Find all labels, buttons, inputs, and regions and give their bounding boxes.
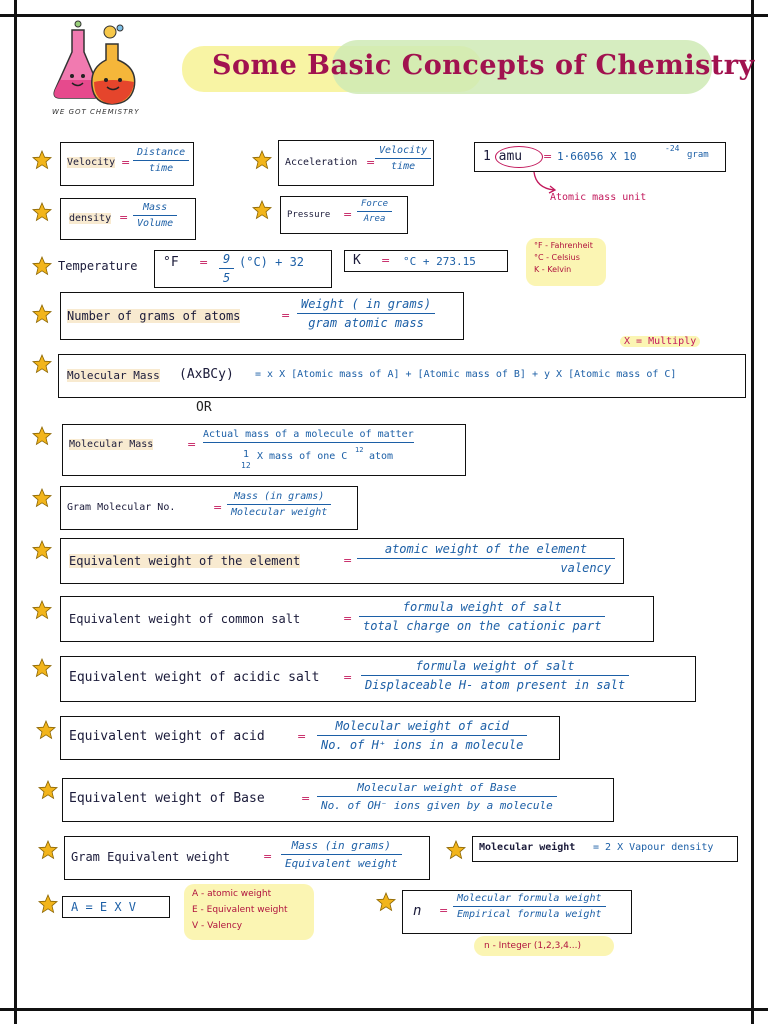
mol-vapour-rhs: = 2 X Vapour density <box>593 842 714 853</box>
density-box: density = Mass Volume <box>60 198 196 240</box>
gram-equivalent-label: Gram Equivalent weight <box>71 850 230 864</box>
right-border <box>751 0 754 1024</box>
star-icon <box>38 780 58 800</box>
gram-molecular-label: Gram Molecular No. <box>67 502 176 513</box>
star-icon <box>36 720 56 740</box>
density-fraction: Mass Volume <box>133 202 177 229</box>
gram-equivalent-box: Gram Equivalent weight = Mass (in grams) Equivalent weight <box>64 836 430 880</box>
molecular-mass2-label: Molecular Mass <box>69 439 154 450</box>
acceleration-fraction: Velocity time <box>375 145 431 172</box>
velocity-fraction: Distance time <box>133 147 189 174</box>
eq-acidic-salt-label: Equivalent weight of acidic salt <box>69 670 320 685</box>
molecular-mass-box: Molecular Mass (AxBCy) = x X [Atomic mass of A] + [Atomic mass of B] + y X [Atomic mass of C] <box>58 354 746 398</box>
eq-acid-fraction: Molecular weight of acid No. of H⁺ ions in a molecule <box>317 719 527 752</box>
star-icon <box>38 840 58 860</box>
star-icon <box>32 304 52 324</box>
eq-element-fraction: atomic weight of the element valency <box>357 542 615 575</box>
page-title: Some Basic Concepts of Chemistry <box>212 50 755 81</box>
velocity-box: Velocity = Distance time <box>60 142 194 186</box>
molecular-mass-rhs: = x X [Atomic mass of A] + [Atomic mass of B] + y X [Atomic mass of C] <box>255 369 677 380</box>
star-icon <box>376 892 396 912</box>
eq-element-label: Equivalent weight of the element <box>69 554 301 568</box>
atoms-label: Number of grams of atoms <box>67 309 241 323</box>
gram-molecular-fraction: Mass (in grams) Molecular weight <box>227 491 331 518</box>
gram-molecular-box: Gram Molecular No. = Mass (in grams) Molecular weight <box>60 486 358 530</box>
velocity-label: Velocity <box>67 157 116 168</box>
bottom-border <box>0 1008 768 1011</box>
star-icon <box>32 150 52 170</box>
flask-logo-icon <box>50 20 150 110</box>
eq-acidic-salt-box: Equivalent weight of acidic salt = formula weight of salt Displaceable H- atom present in salt <box>60 656 696 702</box>
star-icon <box>446 840 466 860</box>
n-label: n <box>413 903 422 919</box>
eq-salt-box: Equivalent weight of common salt = formula weight of salt total charge on the cationic part <box>60 596 654 642</box>
acceleration-label: Acceleration <box>285 157 358 168</box>
eq-acidic-salt-fraction: formula weight of salt Displaceable H- atom present in salt <box>361 659 629 692</box>
pressure-box: Pressure = Force Area <box>280 196 408 234</box>
star-icon <box>32 658 52 678</box>
molecular-mass-label: Molecular Mass <box>67 369 160 382</box>
star-icon <box>32 354 52 374</box>
star-icon <box>32 540 52 560</box>
fahrenheit-fraction: $\frac{9}{5}$ <box>219 252 234 285</box>
arrow-icon <box>530 170 560 194</box>
eq-element-box: Equivalent weight of the element = atomic weight of the element valency <box>60 538 624 584</box>
star-icon <box>252 200 272 220</box>
temperature-legend: °F - Fahrenheit °C - Celsius K - Kelvin <box>534 241 593 274</box>
density-label: density <box>69 213 112 224</box>
aev-text: A = E X V <box>71 900 137 914</box>
star-icon <box>32 256 52 276</box>
acceleration-box: Acceleration = Velocity time <box>278 140 434 186</box>
title-banner <box>182 36 755 100</box>
or-text: OR <box>196 400 212 415</box>
star-icon <box>38 894 58 914</box>
star-icon <box>32 426 52 446</box>
eq-base-fraction: Molecular weight of Base No. of OH⁻ ions given by a molecule <box>317 781 557 812</box>
pressure-label: Pressure <box>287 210 331 220</box>
multiply-note: X = Multiply <box>620 336 700 347</box>
star-icon <box>32 202 52 222</box>
eq-base-box: Equivalent weight of Base = Molecular weight of Base No. of OH⁻ ions given by a molecule <box>62 778 614 822</box>
molecular-mass2-box: Molecular Mass = Actual mass of a molecule of matter 1 12 X mass of one C 12 atom <box>62 424 466 476</box>
pressure-fraction: Force Area <box>357 199 392 224</box>
eq-salt-fraction: formula weight of salt total charge on the cationic part <box>359 600 605 633</box>
kelvin-box: K = °C + 273.15 <box>344 250 508 272</box>
atoms-fraction: Weight ( in grams) gram atomic mass <box>297 297 435 330</box>
star-icon <box>32 488 52 508</box>
amu-left: 1 amu <box>483 149 523 164</box>
mol-vapour-label: Molecular weight <box>479 842 576 853</box>
star-icon <box>252 150 272 170</box>
star-icon <box>32 600 52 620</box>
eq-acid-box: Equivalent weight of acid = Molecular weight of acid No. of H⁺ ions in a molecule <box>60 716 560 760</box>
n-note: n - Integer (1,2,3,4...) <box>484 941 582 951</box>
atoms-box: Number of grams of atoms = Weight ( in grams) gram atomic mass <box>60 292 464 340</box>
eq-base-label: Equivalent weight of Base <box>69 791 265 806</box>
mol-vapour-box <box>472 836 738 862</box>
eq-salt-label: Equivalent weight of common salt <box>69 612 301 626</box>
logo-text: WE GOT CHEMISTRY <box>52 108 140 116</box>
aev-box <box>62 896 170 918</box>
n-fraction: Molecular formula weight Empirical formula weight <box>453 893 606 920</box>
amu-value: 1·66056 X 10 <box>557 150 637 163</box>
aev-legend: A - atomic weight E - Equivalent weight V - Valency <box>192 889 288 931</box>
top-border <box>0 14 768 17</box>
temperature-label: Temperature <box>58 259 138 273</box>
left-border <box>14 0 17 1024</box>
n-formula-box: n = Molecular formula weight Empirical formula weight <box>402 890 632 934</box>
fahrenheit-box: °F = $\frac{9}{5}$ (°C) + 32 <box>154 250 332 288</box>
gram-equivalent-fraction: Mass (in grams) Equivalent weight <box>281 839 402 870</box>
amu-note: Atomic mass unit <box>550 192 647 203</box>
amu-box: 1 amu = 1·66056 X 10 -24 gram <box>474 142 726 172</box>
eq-acid-label: Equivalent weight of acid <box>69 729 265 744</box>
